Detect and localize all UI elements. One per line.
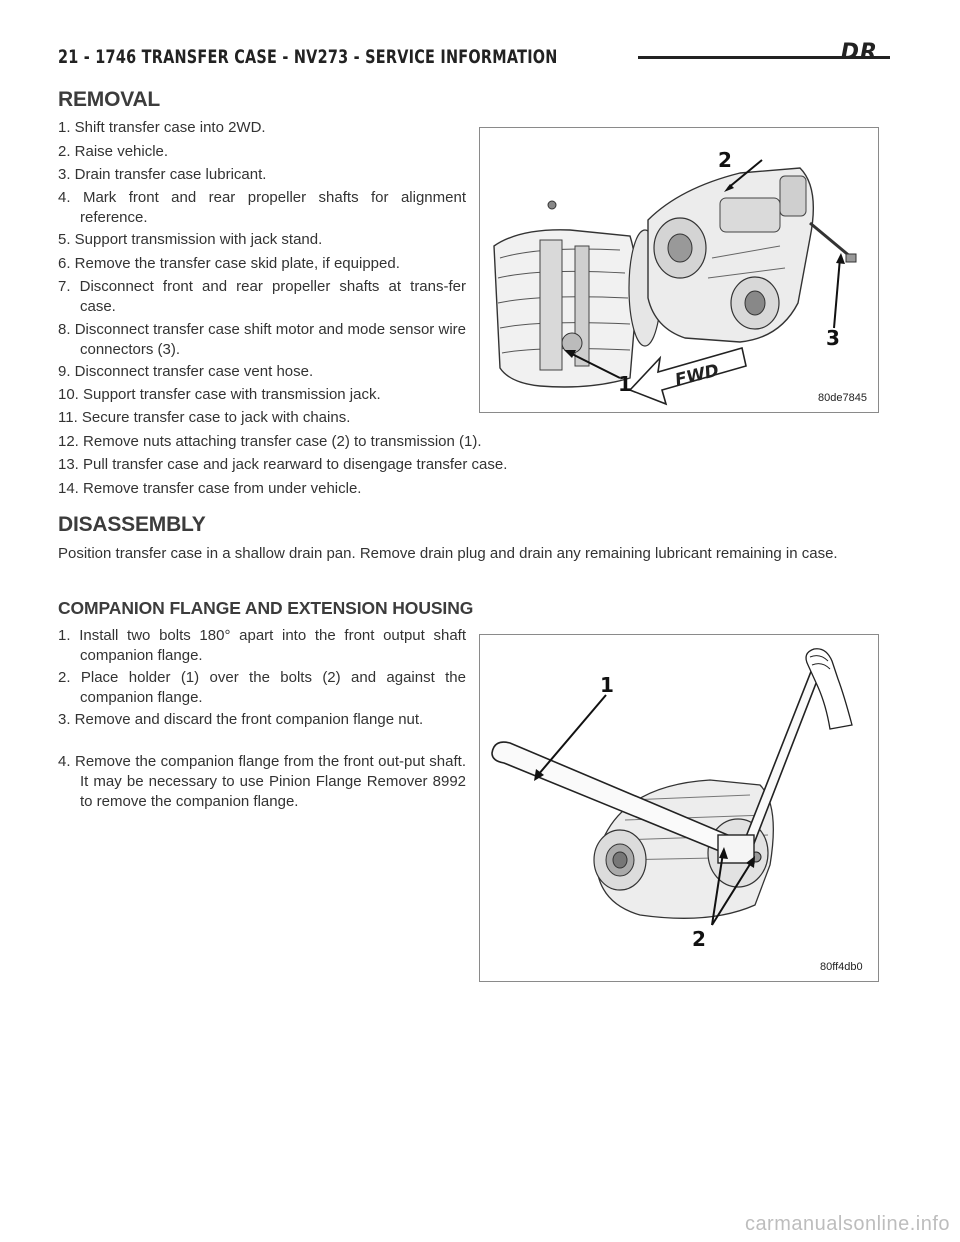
holder-tool-illustration (480, 635, 878, 981)
callout-1: 1 (618, 372, 632, 396)
removal-step-3: 3. Drain transfer case lubricant. (58, 166, 267, 183)
companion-step-4: 4. Remove the companion flange from the front out-put shaft. It may be necessary to use Pinion Flange Remover 8992 to remove the companion flange. (58, 753, 466, 810)
watermark: carmanualsonline.info (744, 1213, 950, 1235)
removal-step-6: 6. Remove the transfer case skid plate, if equipped. (58, 255, 400, 272)
companion-heading: COMPANION FLANGE AND EXTENSION HOUSING (58, 598, 474, 618)
removal-step-1: 1. Shift transfer case into 2WD. (58, 119, 266, 136)
removal-figure (479, 127, 879, 413)
header-title: 21 - 1746 TRANSFER CASE - NV273 - SERVICE INFORMATION (58, 46, 558, 68)
removal-step-8: 8. Disconnect transfer case shift motor and mode sensor wire connectors (3). (58, 321, 466, 358)
removal-step-4: 4. Mark front and rear propeller shafts for alignment reference. (58, 189, 466, 226)
removal-step-2: 2. Raise vehicle. (58, 143, 169, 160)
callout-2: 2 (692, 927, 706, 951)
companion-step-1: 1. Install two bolts 180° apart into the front output shaft companion flange. (58, 627, 466, 664)
removal-step-12: 12. Remove nuts attaching transfer case (2) to transmission (1). (58, 433, 482, 450)
callout-2: 2 (718, 148, 732, 172)
removal-step-13: 13. Pull transfer case and jack rearward to disengage transfer case. (58, 456, 508, 473)
header-section-code: DR (840, 40, 878, 65)
removal-step-11: 11. Secure transfer case to jack with chains. (58, 409, 351, 426)
removal-step-10: 10. Support transfer case with transmission jack. (58, 386, 381, 403)
companion-step-2: 2. Place holder (1) over the bolts (2) and against the companion flange. (58, 669, 466, 706)
figure-code: 80ff4db0 (820, 961, 863, 973)
companion-figure (479, 634, 879, 982)
disassembly-heading: DISASSEMBLY (58, 513, 206, 536)
callout-1: 1 (600, 673, 614, 697)
removal-step-14: 14. Remove transfer case from under vehicle. (58, 480, 362, 497)
disassembly-paragraph: Position transfer case in a shallow drain pan. Remove drain plug and drain any remaining lubricant remaining in case. (58, 545, 838, 562)
page-header (58, 40, 878, 74)
transfer-case-illustration (480, 128, 878, 412)
figure-code: 80de7845 (818, 392, 867, 404)
removal-step-5: 5. Support transmission with jack stand. (58, 231, 323, 248)
companion-step-3: 3. Remove and discard the front companion flange nut. (58, 711, 424, 728)
removal-step-9: 9. Disconnect transfer case vent hose. (58, 363, 314, 380)
fwd-arrow-label: FWD (673, 360, 722, 391)
callout-3: 3 (826, 326, 840, 350)
removal-heading: REMOVAL (58, 88, 161, 111)
removal-step-7: 7. Disconnect front and rear propeller shafts at trans-fer case. (58, 278, 466, 315)
